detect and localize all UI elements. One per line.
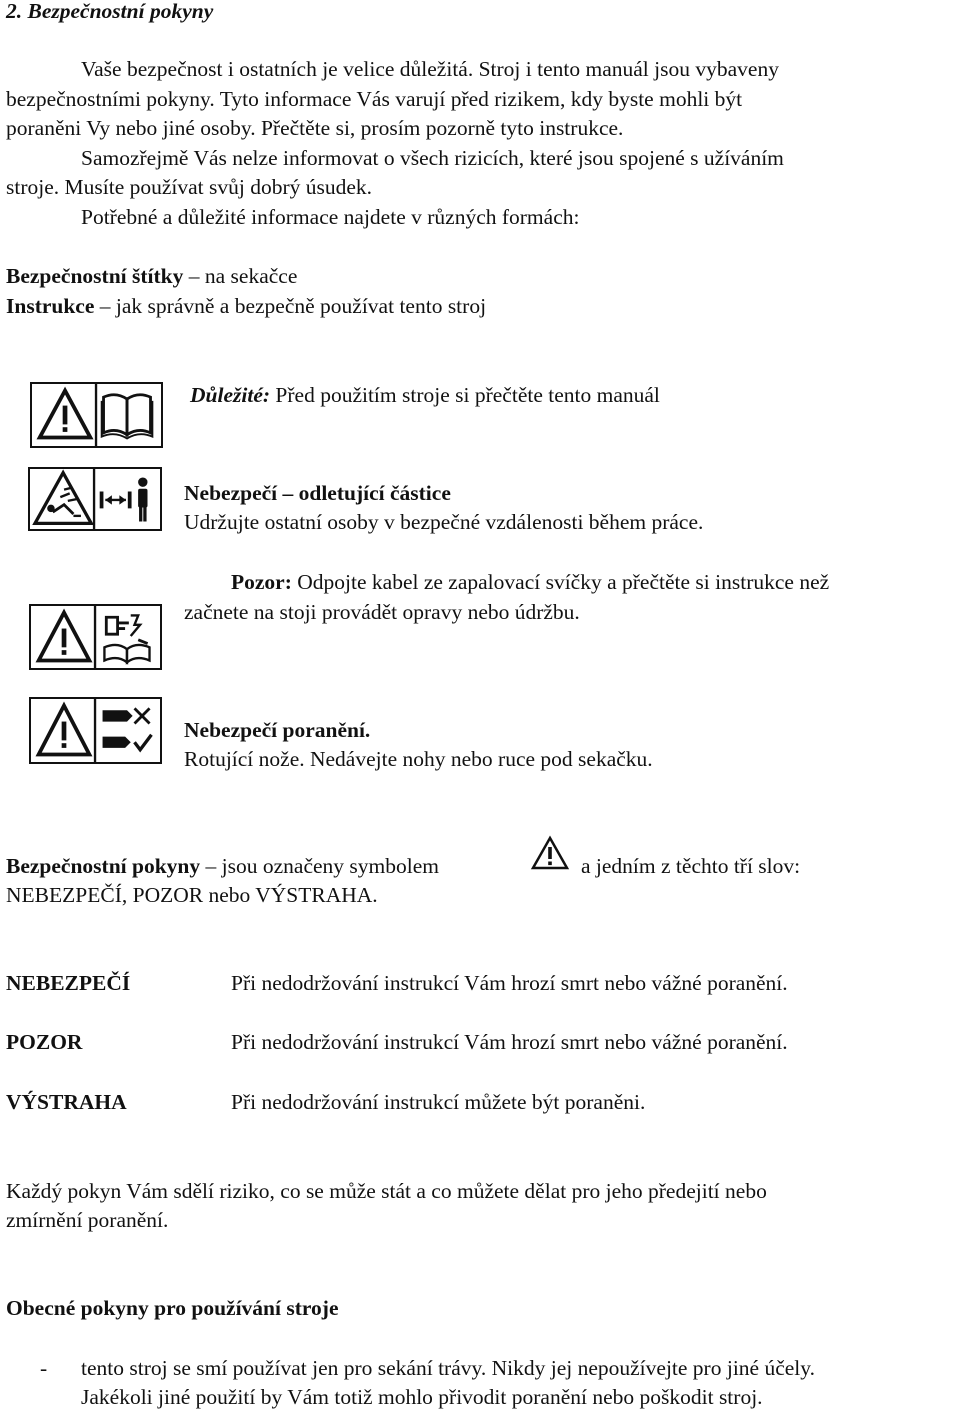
flying-particles-icon [30,469,160,529]
intro-line: bezpečnostními pokyny. Tyto informace Vás varují před rizikem, kdy byste mohli být [6,86,743,111]
sign-flying-particles [28,467,162,531]
sign-rotating-blades [29,697,162,764]
intro-line: Samozřejmě Vás nelze informovat o všech rizicích, které jsou spojené s užíváním [81,145,784,170]
intro-paragraph [6,55,941,233]
symbol-term: Bezpečnostní pokyny [6,854,201,878]
sign-flying-particles-heading: Nebezpečí – odletující částice [184,481,451,505]
read-manual-icon [32,384,161,446]
form-term: Instrukce [6,294,95,318]
symbol-line-1 [6,852,439,881]
list-item-line-1: tento stroj se smí používat jen pro sekání trávy. Nikdy jej nepoužívejte pro jiné účely. [81,1356,815,1380]
summary-line-2: zmírnění poranění. [6,1208,169,1232]
intro-line: poraněni Vy nebo jiné osoby. Přečtěte si, prosím pozorně tyto instrukce. [6,116,624,141]
sign-text: Odpojte kabel ze zapalovací svíčky a přečtěte si instrukce než [291,570,830,594]
symbol-line-1-end: a jedním z těchto tří slov: [581,854,801,878]
summary-line-1: Každý pokyn Vám sdělí riziko, co se může stát a co můžete dělat pro jeho předejití nebo [6,1179,767,1203]
signal-word-warning-meaning: Při nedodržování instrukcí můžete být poraněni. [231,1090,646,1114]
sign-flying-particles-text: Udržujte ostatní osoby v bezpečné vzdálenosti během práce. [184,510,704,534]
list-item-line-2: Jakékoli jiné použití by Vám totiž mohlo přivodit poranění nebo poškodit stroj. [81,1385,763,1409]
symbol-line-2: NEBEZPEČÍ, POZOR nebo VÝSTRAHA. [6,883,378,907]
sign-spark-plug-text-line1 [231,568,829,597]
intro-line: Vaše bezpečnost i ostatních je velice důležitá. Stroj i tento manuál jsou vybaveny [81,57,779,81]
signal-word-danger: NEBEZPEČÍ [6,971,131,995]
section-title: 2. Bezpečnostní pokyny [6,0,214,23]
rotating-blades-icon [31,699,160,762]
sign-spark-plug [29,604,162,670]
signal-word-caution-meaning: Při nedodržování instrukcí Vám hrozí smrt nebo vážné poranění. [231,1030,788,1054]
sign-spark-plug-text-line2: začnete na stoji provádět opravy nebo údržbu. [184,600,580,624]
form-term: Bezpečnostní štítky [6,264,184,288]
sign-label: Důležité: [190,383,271,407]
signal-word-danger-meaning: Při nedodržování instrukcí Vám hrozí smrt nebo vážné poranění. [231,971,788,995]
sign-label: Pozor: [231,570,292,594]
signal-word-warning: VÝSTRAHA [6,1090,127,1114]
form-safety-labels [6,262,297,291]
form-dash: – [183,264,205,288]
sign-read-manual [30,382,163,448]
intro-line: Potřebné a důležité informace najdete v různých formách: [81,204,580,229]
list-bullet: - [40,1356,48,1380]
form-desc: jak správně a bezpečně používat tento stroj [115,294,487,318]
intro-line: stroje. Musíte používat svůj dobrý úsudek. [6,175,373,200]
signal-word-caution: POZOR [6,1030,83,1054]
form-dash: – [94,294,116,318]
sign-rotating-blades-heading: Nebezpečí poranění. [184,718,371,742]
sign-rotating-blades-text: Rotující nože. Nedávejte nohy nebo ruce pod sekačku. [184,747,653,771]
sign-read-manual-text [190,381,660,410]
form-instructions [6,292,486,321]
sign-text: Před použitím stroje si přečtěte tento manuál [270,383,660,407]
warning-triangle-icon [530,835,570,871]
general-heading: Obecné pokyny pro používání stroje [6,1296,339,1320]
form-desc: na sekačce [204,264,298,288]
spark-plug-icon [31,606,160,668]
symbol-text: – jsou označeny symbolem [200,854,439,878]
